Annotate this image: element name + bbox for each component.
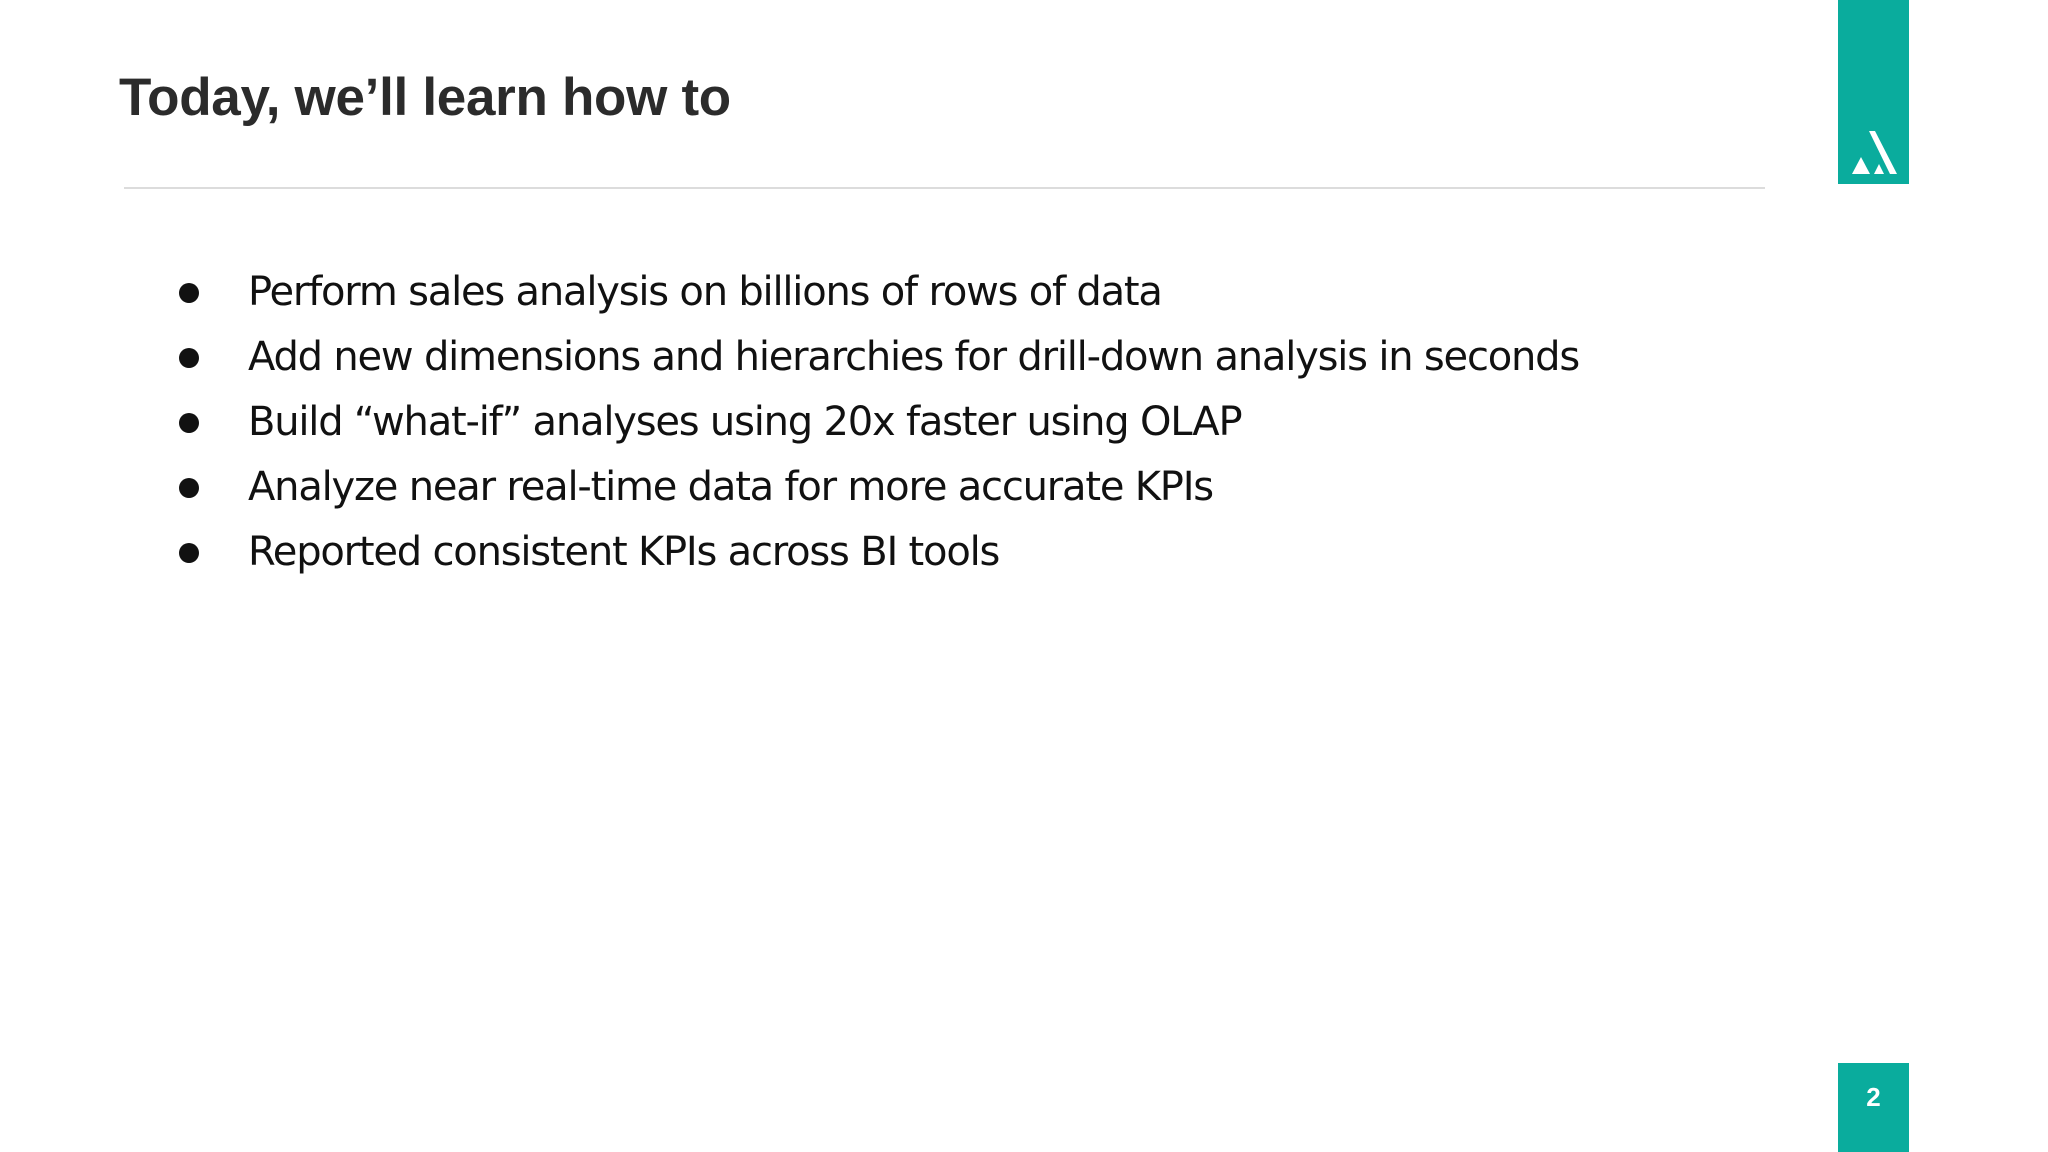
slide-title: Today, we’ll learn how to xyxy=(119,68,731,127)
bullet-text: Analyze near real-time data for more accurate KPIs xyxy=(248,464,1213,510)
mountain-logo-icon xyxy=(1852,131,1897,174)
logo-tab xyxy=(1838,0,1909,184)
bullet-dot-icon xyxy=(179,478,199,498)
bullet-dot-icon xyxy=(179,283,199,303)
bullet-text: Build “what-if” analyses using 20x faster using OLAP xyxy=(248,399,1242,445)
bullet-dot-icon xyxy=(179,543,199,563)
bullet-dot-icon xyxy=(179,413,199,433)
bullet-text: Reported consistent KPIs across BI tools xyxy=(248,529,1000,575)
bullet-text: Add new dimensions and hierarchies for drill-down analysis in seconds xyxy=(248,334,1580,380)
title-divider xyxy=(124,187,1765,189)
page-number: 2 xyxy=(1866,1082,1881,1112)
bullet-text: Perform sales analysis on billions of rows of data xyxy=(248,269,1162,315)
page-number-box xyxy=(1838,1063,1909,1152)
bullet-dot-icon xyxy=(179,348,199,368)
